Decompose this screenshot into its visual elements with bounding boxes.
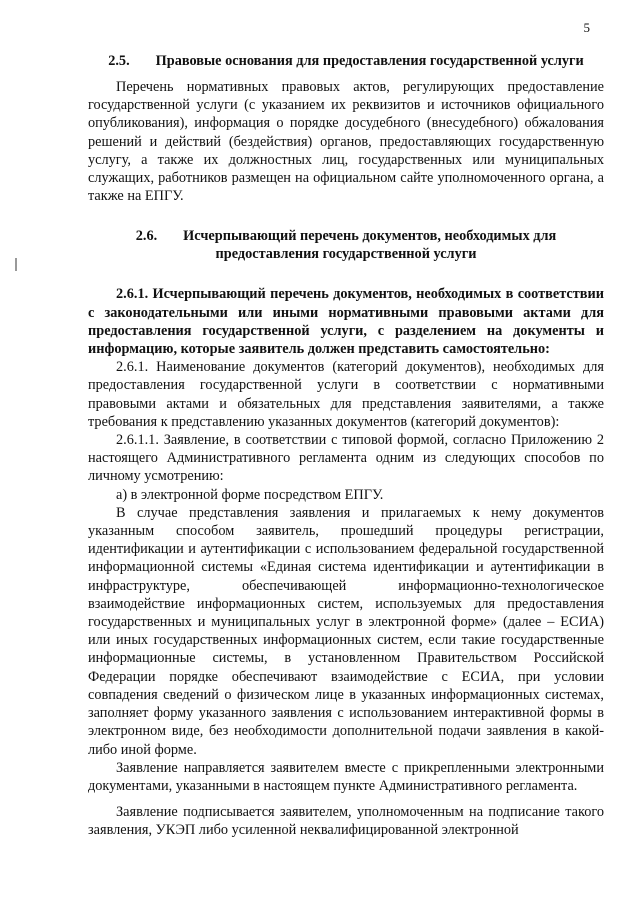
section-2-6-number: 2.6. [135,228,158,245]
section-2-6-1-paragraph-2: 2.6.1.1. Заявление, в соответствии с типовой формой, согласно Приложению 2 настоящего Административного регламента одним из следующих способов по личному усмотрению: [88,432,604,485]
section-2-5-title: Правовые основания для предоставления государственной услуги [155,53,584,69]
margin-mark [15,258,17,271]
section-2-6-1-paragraph-5: Заявление направляется заявителем вместе с прикрепленными электронными документами, указанными в настоящем пункте Административного регламента. [88,759,604,794]
section-2-6-1-paragraph-6: Заявление подписывается заявителем, уполномоченным на подписание такого заявления, УКЭП либо усиленной неквалифицированной электронной [88,804,604,839]
section-2-6-title: Исчерпывающий перечень документов, необходимых для предоставления государственной услуги [183,228,557,263]
section-2-6-heading [88,227,604,263]
section-2-6-1-paragraph-4: В случае представления заявления и прилагаемых к нему документов указанным способом заявитель, прошедший процедуры регистрации, идентификации и аутентификации с использованием федеральной государственной информационной системы «Единая система идентификации и аутентификации в инфраструктуре, обеспечивающей информационно-технологическое взаимодействие информационных систем, используемых для предоставления государственных и муниципальных услуг в электронной форме» (далее – ЕСИА) или иных государственных информационных систем, если такие государственные информационные системы, в установленном Правительством Российской Федерации порядке обеспечивают взаимодействие с ЕСИА, при условии совпадения сведений о физическом лице в указанных информационных системах, заполняет форму указанного заявления с использованием интерактивной формы в электронном виде, без необходимости дополнительной подачи заявления в какой-либо иной форме. [88,504,604,758]
section-2-6-1-paragraph-3: а) в электронной форме посредством ЕПГУ. [116,486,384,503]
section-2-6-1-paragraph-1: 2.6.1. Наименование документов (категорий документов), необходимых для предоставления государственной услуги в соответствии с нормативными правовыми актами и обязательных для представления заявителями, а также требования к представлению указанных документов (категорий документов): [88,359,604,430]
section-2-5-number: 2.5. [108,53,130,69]
document-body [88,52,604,840]
page-number: 5 [583,20,590,35]
section-2-6-1-heading: 2.6.1. Исчерпывающий перечень документов, необходимых в соответствии с законодательными или иными нормативными правовыми актами для предоставления государственной услуги, с разделением на документы и информацию, которые заявитель должен представить самостоятельно: [88,286,604,358]
section-2-5-heading [88,52,604,70]
section-2-5-body: Перечень нормативных правовых актов, регулирующих предоставление государственной услуги (с указанием их реквизитов и источников официального опубликования), информация о порядке досудебного (внесудебного) обжалования решений и действий (бездействия) органов, предоставляющих государственную услугу, а также их должностных лиц, государственных или муниципальных служащих, работников размещен на официальном сайте уполномоченного органа, а также на ЕПГУ. [88,79,604,205]
